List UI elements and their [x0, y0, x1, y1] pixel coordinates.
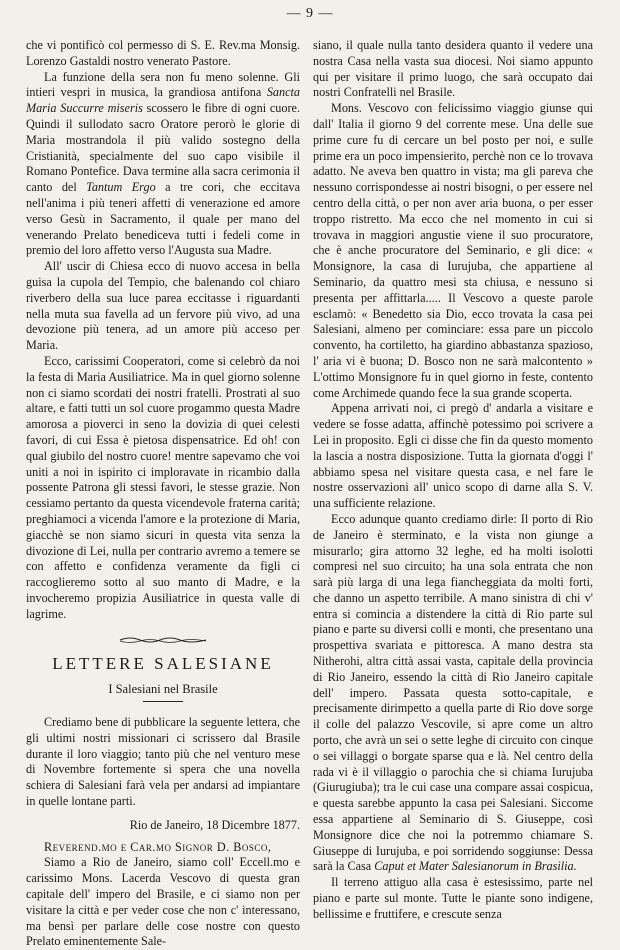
page-number: — 9 — — [286, 6, 334, 21]
section-title: LETTERE SALESIANE — [52, 654, 274, 674]
letter-salutation — [26, 840, 300, 856]
paragraph-text: scossero le fibre di ogni cuore. Quindi il sullodato sacro Oratore perorò le glorie di Maria mostrandola il più valido sostegno della Cristianità, specialmente del suo capo visibile il Romano Pontefice. Dava termine alla sacra cerimonia il canto del — [26, 101, 300, 195]
left-column — [26, 38, 300, 950]
paragraph — [26, 70, 300, 260]
paragraph: Appena arrivati noi, ci pregò d' andarla a visitare e vedere se fosse adatta, affinchè potessimo poi scrivere a Lei in proposito. Egli ci disse che fin da questo momento la lascia a nostra disposizione. Tutta la giornata d'oggi l' abbiamo spesa nel visitare questa casa, e nel fare le nostre osservazioni all' unico scopo di darne alla S. V. una sufficiente relazione. — [313, 401, 593, 511]
paragraph-text: a tre cori, che eccitava nell'anima i più teneri affetti di venerazione ed amore verso Gesù in Sacramento, il quale per mano del venerando Prelato benediceva tutti i fedeli come in premio del loro affetto verso l'Augusta sua Madre. — [26, 180, 300, 258]
paragraph-text: La funzione della sera non fu meno solenne. Gli intieri vespri in musica, la grandiosa antifona — [26, 69, 300, 100]
salutation-text: Reverend.mo e Car.mo Signor D. Bosco, — [44, 839, 272, 854]
paragraph: che vi pontificò col permesso di S. E. Rev.ma Monsig. Lorenzo Gastaldi nostro venerato Pastore. — [26, 38, 300, 68]
intro-paragraph: Crediamo bene di pubblicare la seguente lettera, che gli ultimi nostri missionari ci scrissero dal Brasile durante il loro viaggio; tanto più che nel venturo mese di Novembre fortemente si spera che una novella schiera di Salesiani farà vela per andarsi ad impiantare in quelle lontane parti. — [26, 715, 300, 809]
letter-dateline: Rio de Janeiro, 18 Dicembre 1877. — [129, 817, 300, 832]
paragraph-text: Ecco adunque quanto crediamo dirle: Il porto di Rio de Janeiro è sterminato, e la vista non giunge a misurarlo; gira attorno 32 leghe, ed ha molti isolotti compresi nel suo circuito; ha una sola entrata che non sarà più larga di una lega fiancheggiata da molti forti, che danno un aspetto terribile. A mano sinistra di chi v' entra si comincia a distendere la città di Rio parte sul piano e parte su diversi colli e monti, che presentano una prospettiva svariata e pittoresca. A mano destra sta Nitherohi, altra città assai vasta, capitale della provincia di Rio Janeiro, essendo la città di Rio Janeiro capitale dell' impero. Passata questa sotto-capitale, e precisamente dirimpetto a quella parte di Rio dove sorge il colle del palazzo Vescovile, si apre come un altro porto, che avrà un sei o sette leghe di circuito con cinque o sei villaggi o borgate sparse qua e là. Nel centro della rada vi è il villaggio o parochia che si chiama Iurujuba (Giurugiuba); tra le cui case una compare assai cospicua, e questa sarebbe appunto la casa pei Salesiani. Siccome essa appartiene al Seminario di S. Giuseppe, così Monsignore dice che noi la potremmo chiamare S. Giuseppe di Iurujuba, e poi sorridendo soggiunse: Dessa sarà la Casa — [313, 511, 593, 874]
article-title: I Salesiani nel Brasile — [108, 682, 218, 697]
house-motto: Caput et Mater Salesianorum in Brasilia. — [374, 859, 577, 874]
paragraph: Ecco, carissimi Cooperatori, come si celebrò da noi la festa di Maria Ausiliatrice. Ma in quel giorno solenne non ci siamo scordati dei nostri fratelli. Prostrati al suo altare, e fatti tutti un sol cuore progammo questa Madre amorosa a pioverci in seno la dovizia di quei celesti favori, di cui Essa è pietosa dispensatrice. Ed oh! con qual giubilo del nostro cuore! mentre sapevamo che voi uniti a noi in ispirito ci imploravate in ricambio dalla possente Patrona gli stessi favori, le stesse grazie. Non cessiamo pertanto da questa vicendevole fraterna carità; preghiamoci a vicenda l'amore e la protezione di Maria, giacchè se non siamo sicuri in questa vita senza la divozione di Lei, nulla per contrario avremo a temere se con affetto e confidenza veramente da figli ci raccoglieremo sotto al suo manto di Madre, e la invocheremo propizia Ausiliatrice in questa valle di lagrime. — [26, 353, 300, 621]
hymn-title: Tantum Ergo — [86, 180, 156, 195]
right-column — [313, 38, 593, 923]
antiphon-title: Sancta Maria Succurre miseris — [26, 85, 300, 116]
paragraph: Il terreno attiguo alla casa è estesissimo, parte nel piano e parte sul monte. Tutte le piante sono indigene, bellissime e fruttifere, e crescute senza — [313, 875, 593, 921]
paragraph: Mons. Vescovo con felicissimo viaggio giunse qui dall' Italia il giorno 9 del corrente mese. Una delle sue prime cure fu di cercare un bel posto per noi, e sulle prime era un poco impensierito, perchè non ce lo trovava adatto. Ne aveva ben quattro in vista; ma gli pareva che nessuno corrispondesse ai nostri bisogni, o per essere nel centro della città, o per non aver aria buona, o per esser troppo ristretto. Ma ecco che nel momento in cui si trovava in maggiori angustie viene il suo procuratore, che è anche procuratore del Seminario, e gli dice: « Monsignore, la casa di Iurujuba, che appartiene al Seminario, da quattro mesi sta chiusa, e nessuno si presenta per affittarla..... Il Vescovo a queste parole esclamò: « Benedetto sia Dio, ecco trovata la casa pei Salesiani, almeno per cominciare: essa pare un piccolo convento, ha cortiletto, ha giardino abbastanza spazioso, l' aria vi è buona; D. Bosco non ne sarà malcontento » L'ottimo Monsignore fu in quel giorno in feste, contento come Archimede quando fece la sua grande scoperta. — [313, 101, 593, 400]
paragraph: All' uscir di Chiesa ecco di nuovo accesa in bella guisa la cupola del Tempio, che balenando col chiaro riverbero della sua luce parea eccitasse i riguardanti nella muta sua favella ad un fervore più vivo, ad una devozione più tenera, ad un amore più acceso per Maria. — [26, 259, 300, 353]
ornamental-divider — [26, 636, 300, 644]
title-rule — [143, 700, 183, 703]
paragraph: Siamo a Rio de Janeiro, siamo coll' Eccell.mo e carissimo Mons. Lacerda Vescovo di questa gran capitale dell' impero del Brasile, e ci siamo non per visitare la città e per veder cose che non c' interessano, ma bensì per parlare delle cose nostre con questo Prelato eminentemente Sale- — [26, 855, 300, 949]
paragraph: siano, il quale nulla tanto desidera quanto il vedere una nostra Casa nella vasta sua diocesi. Noi siamo appunto qui per visitare il primo luogo, che sarà occupato dai nostri Confratelli nel Brasile. — [313, 38, 593, 100]
paragraph — [313, 512, 593, 875]
